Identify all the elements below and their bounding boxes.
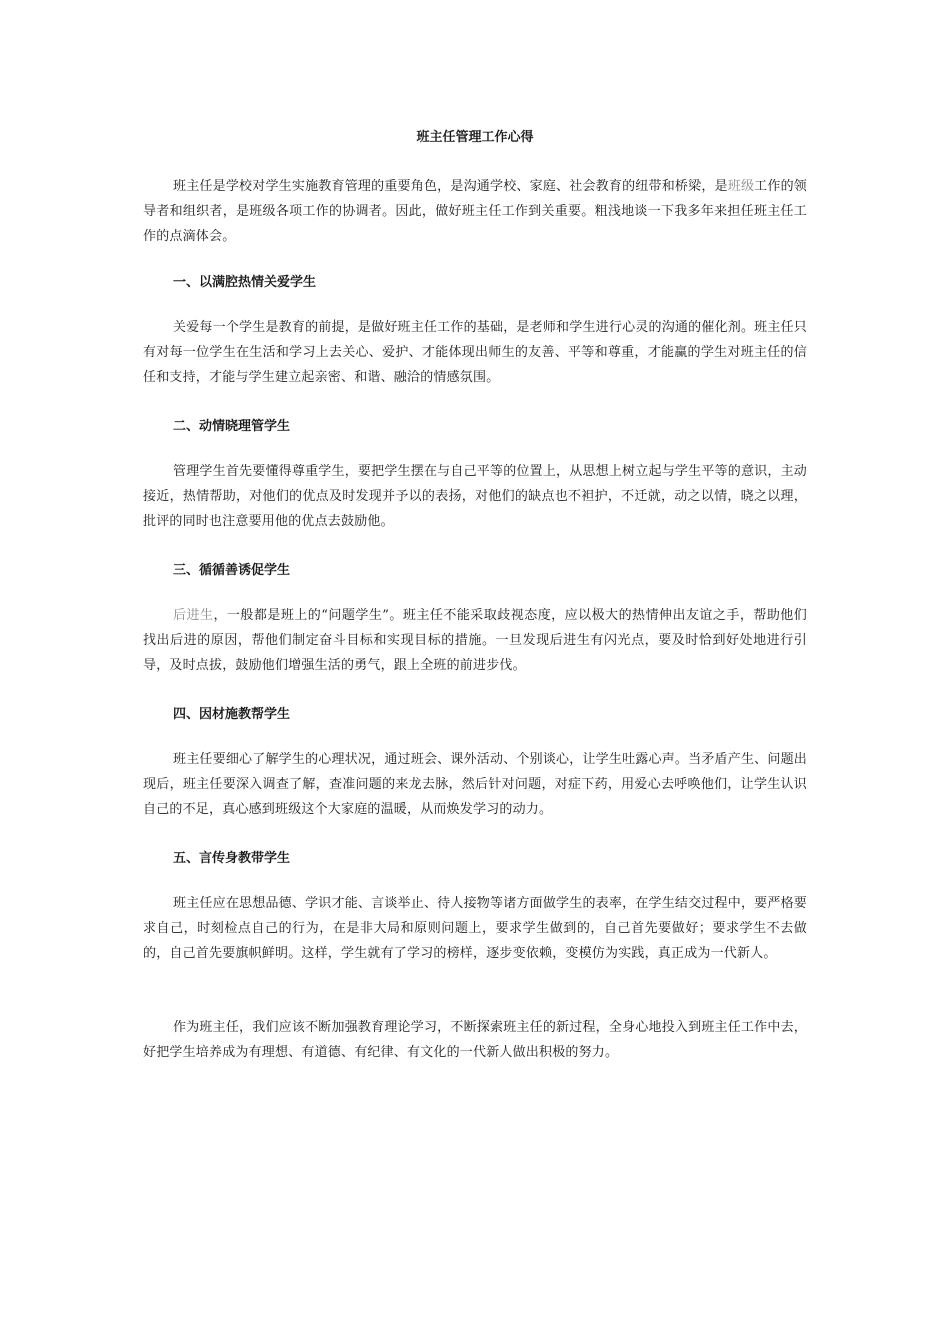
intro-text-before: 班主任是学校对学生实施教育管理的重要角色，是沟通学校、家庭、社会教育的纽带和桥梁，是 <box>173 179 728 194</box>
section-body-3-text: ，一般都是班上的“问题学生”。班主任不能采取歧视态度，应以极大的热情伸出友谊之手，帮助他们找出后进的原因，帮他们制定奋斗目标和实现目标的措施。一旦发现后进生有闪光点，要及时恰到好处地进行引导，及时点拔，鼓励他们增强生活的勇气，跟上全班的前进步伐。 <box>143 608 807 673</box>
section-body-3 <box>143 603 807 678</box>
conclusion-paragraph: 作为班主任，我们应该不断加强教育理论学习，不断探索班主任的新过程，全身心地投入到班主任工作中去，好把学生培养成为有理想、有道德、有纪律、有文化的一代新人做出积极的努力。 <box>143 1020 807 1060</box>
section-body-2: 管理学生首先要懂得尊重学生，要把学生摆在与自己平等的位置上，从思想上树立起与学生平等的意识，主动接近，热情帮助，对他们的优点及时发现并予以的表扬，对他们的缺点也不袒护，不迁就，动之以情，晓之以理，批评的同时也注意要用他的优点去鼓励他。 <box>143 464 807 529</box>
document-title: 班主任管理工作心得 <box>416 130 534 145</box>
section-heading-3: 三、循循善诱促学生 <box>173 563 291 578</box>
intro-text-after: 工作的领导者和组织者，是班级各项工作的协调者。因此，做好班主任工作到关重要。粗浅地谈一下我多年来担任班主任工作的点滴体会。 <box>143 179 807 244</box>
section-body-5: 班主任应在思想品德、学识才能、言谈举止、待人接物等诸方面做学生的表率，在学生结交过程中，要严格要求自己，时刻检点自己的行为，在是非大局和原则问题上，要求学生做到的，自己首先要做好；要求学生不去做的，自己首先要旗帜鲜明。这样，学生就有了学习的榜样，逐步变依赖，变模仿为实践，真正成为一代新人。 <box>143 896 807 961</box>
intro-paragraph <box>143 174 807 249</box>
section-heading-2: 二、动情晓理管学生 <box>173 419 291 434</box>
section-heading-4: 四、因材施教帮学生 <box>173 707 291 722</box>
section-heading-5: 五、言传身教带学生 <box>173 851 291 866</box>
section-body-4: 班主任要细心了解学生的心理状况，通过班会、课外活动、个别谈心，让学生吐露心声。当矛盾产生、问题出现后，班主任要深入调查了解，查准问题的来龙去脉，然后针对问题，对症下药，用爱心去呼唤他们，让学生认识自己的不足，真心感到班级这个大家庭的温暖，从而焕发学习的动力。 <box>143 752 807 817</box>
section-heading-1: 一、以满腔热情关爱学生 <box>173 275 317 290</box>
link-underachieving-student[interactable]: 后进生 <box>173 608 214 623</box>
section-body-1: 关爱每一个学生是教育的前提，是做好班主任工作的基础，是老师和学生进行心灵的沟通的催化剂。班主任只有对每一位学生在生活和学习上去关心、爱护、才能体现出师生的友善、平等和尊重，才能赢的学生对班主任的信任和支持，才能与学生建立起亲密、和谐、融洽的情感氛围。 <box>143 320 807 385</box>
link-class[interactable]: 班级 <box>727 179 755 194</box>
